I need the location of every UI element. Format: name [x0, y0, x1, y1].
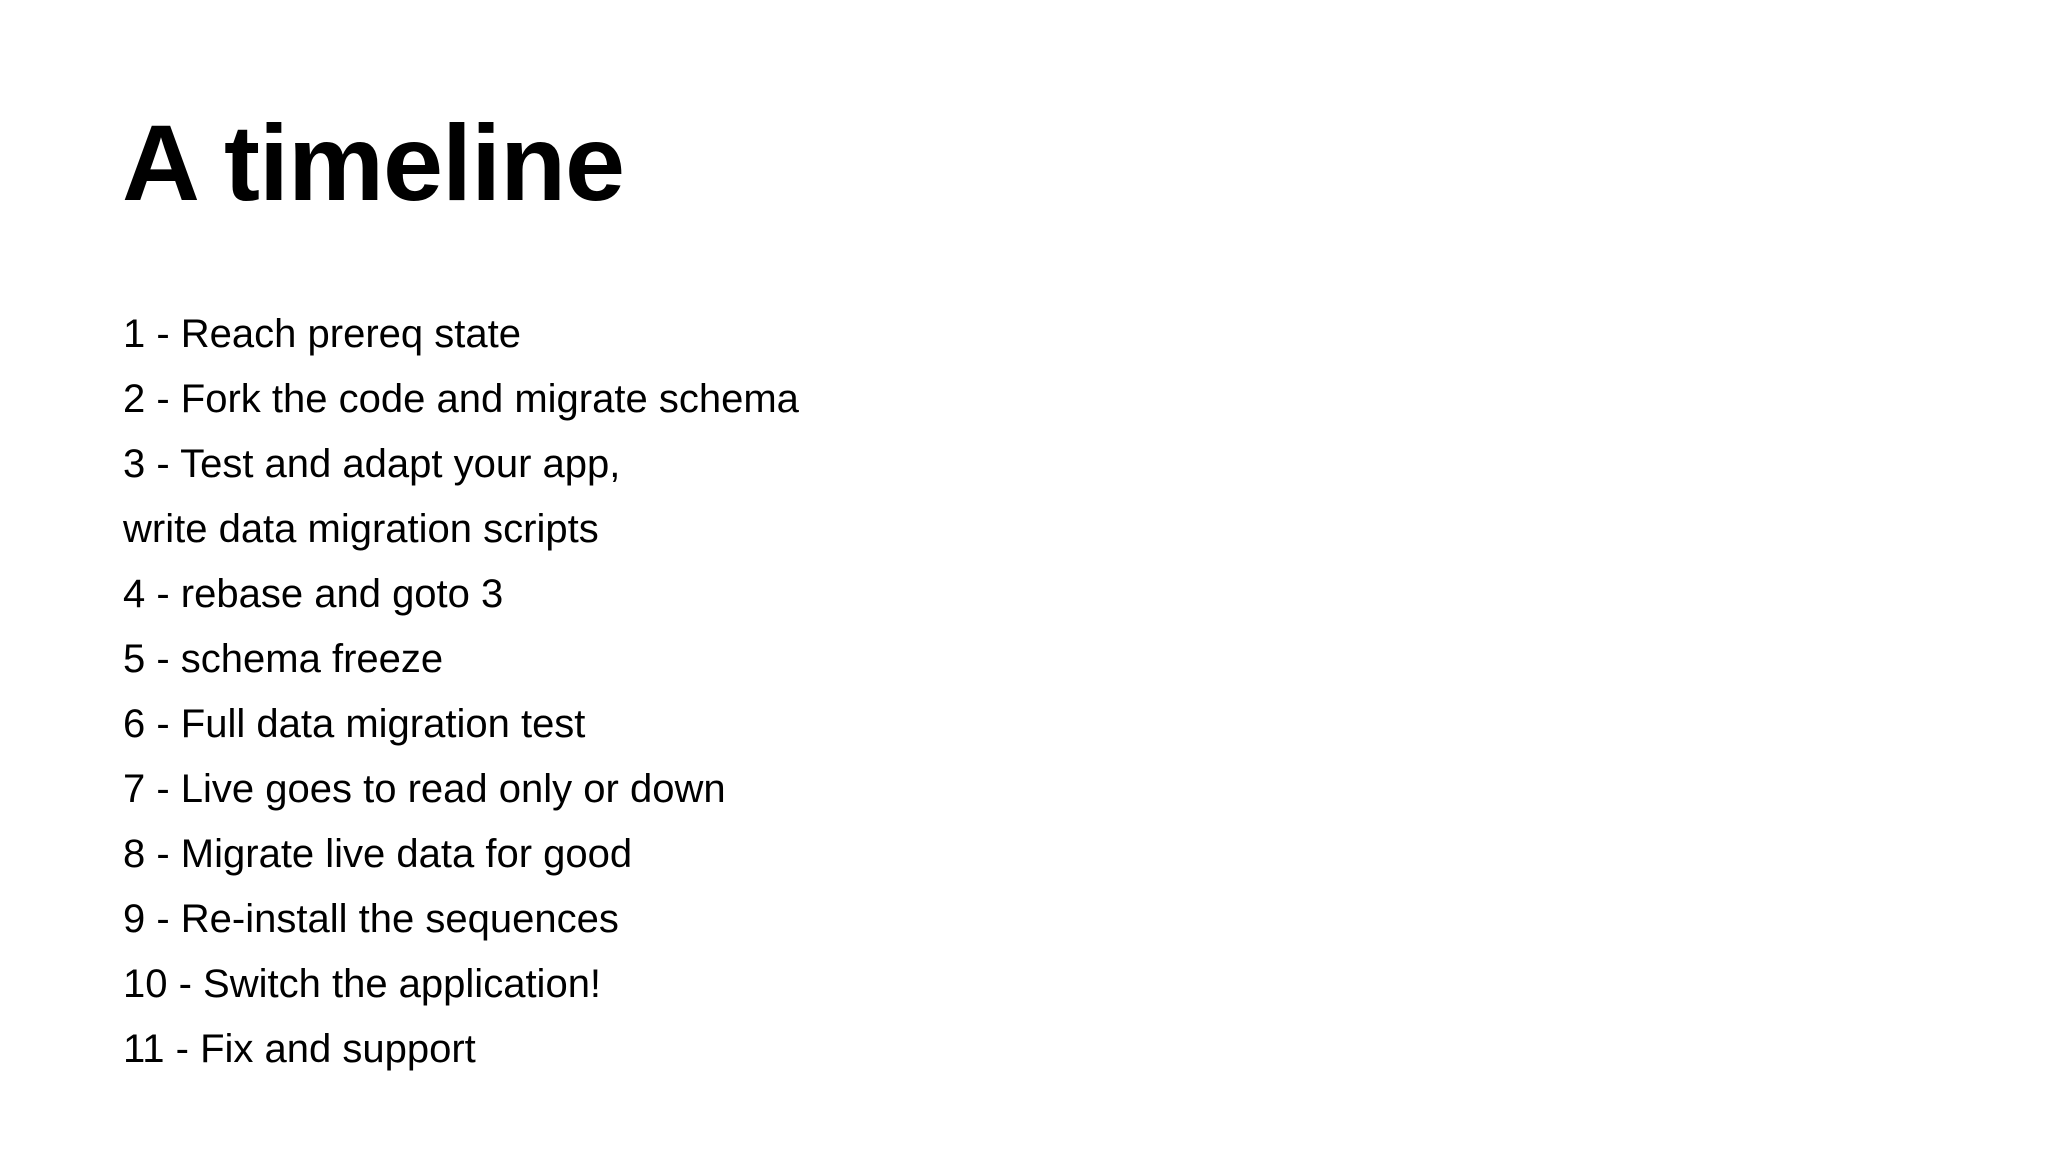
timeline-line-6: 6 - Full data migration test — [123, 702, 586, 746]
slide-title: A timeline — [122, 102, 625, 223]
timeline-line-3-continued: write data migration scripts — [123, 507, 599, 551]
timeline-line-10: 10 - Switch the application! — [123, 962, 602, 1006]
timeline-line-9: 9 - Re-install the sequences — [123, 897, 619, 941]
timeline-line-4: 4 - rebase and goto 3 — [123, 572, 504, 616]
timeline-line-1: 1 - Reach prereq state — [123, 312, 521, 356]
timeline-line-11: 11 - Fix and support — [123, 1027, 476, 1071]
timeline-line-2: 2 - Fork the code and migrate schema — [123, 377, 799, 421]
timeline-list — [123, 302, 799, 1082]
timeline-line-3: 3 - Test and adapt your app, — [123, 442, 621, 486]
timeline-line-7: 7 - Live goes to read only or down — [123, 767, 726, 811]
timeline-line-8: 8 - Migrate live data for good — [123, 832, 633, 876]
timeline-line-5: 5 - schema freeze — [123, 637, 444, 681]
